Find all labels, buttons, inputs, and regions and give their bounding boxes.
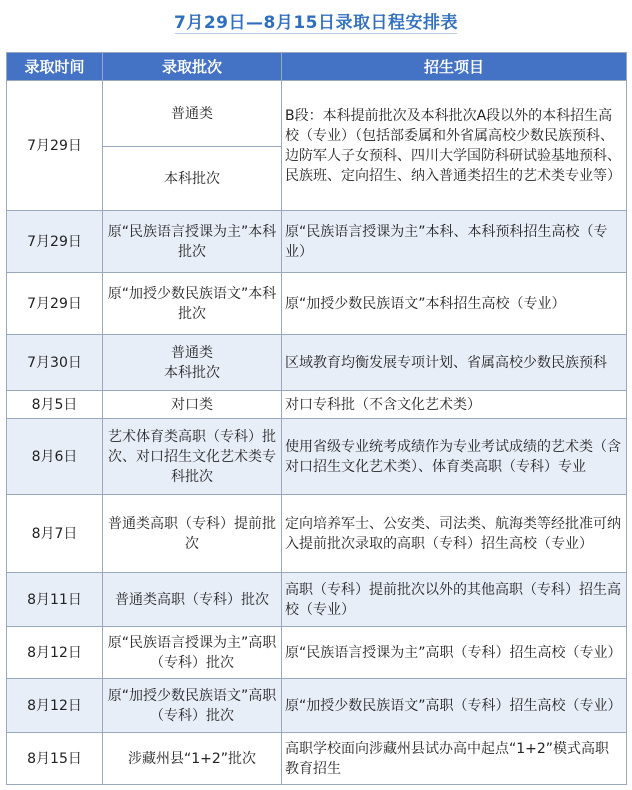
row-batch: 原“加授少数民族语文”高职（专科）批次 [103,679,282,733]
row-date: 7月29日 [7,81,103,211]
row-batch: 艺术体育类高职（专科）批次、对口招生文化艺术类专科批次 [103,419,282,495]
row-date: 8月7日 [7,495,103,573]
table-row [7,733,627,785]
table-row [7,627,627,679]
title-underline [175,33,457,34]
row-project: 对口专科批（不含文化艺术类） [282,391,627,419]
table-row [7,573,627,627]
row-batch: 普通类高职（专科）提前批次 [103,495,282,573]
row-batch: 原“民族语言授课为主”本科批次 [103,211,282,273]
row-date: 7月29日 [7,273,103,335]
row-batch: 普通类高职（专科）批次 [103,573,282,627]
row-date: 8月5日 [7,391,103,419]
header-date: 录取时间 [7,53,103,81]
row-batch: 原“民族语言授课为主”高职（专科）批次 [103,627,282,679]
row-project: 区域教育均衡发展专项计划、省属高校少数民族预科 [282,335,627,391]
row-batch: 涉藏州县“1+2”批次 [103,733,282,785]
row-date: 8月6日 [7,419,103,495]
row-date: 8月12日 [7,679,103,733]
table-row [7,391,627,419]
row-batch: 普通类 本科批次 [103,335,282,391]
row-date: 8月15日 [7,733,103,785]
row-batch: 普通类 [103,81,282,147]
row-project: 原“加授少数民族语文”本科招生高校（专业） [282,273,627,335]
row-date: 7月29日 [7,211,103,273]
row-project: B段：本科提前批次及本科批次A段以外的本科招生高校（专业）（包括部委属和外省属高校少数民族预科、边防军人子女预科、四川大学国防科研试验基地预科、民族班、定向招生、纳入普通类招生的艺术类专业等） [282,81,627,211]
header-project: 招生项目 [282,53,627,81]
row-project: 高职（专科）提前批次以外的其他高职（专科）招生高校（专业） [282,573,627,627]
row-date: 7月30日 [7,335,103,391]
header-batch: 录取批次 [103,53,282,81]
page-title: 7月29日—8月15日录取日程安排表 [174,13,458,33]
row-project: 高职学校面向涉藏州县试办高中起点“1+2”模式高职教育招生 [282,733,627,785]
row-batch: 本科批次 [103,147,282,211]
table-row [7,335,627,391]
row-date: 8月11日 [7,573,103,627]
row-project: 原“民族语言授课为主”高职（专科）招生高校（专业） [282,627,627,679]
row-batch: 原“加授少数民族语文”本科批次 [103,273,282,335]
schedule-table [6,52,627,785]
row-batch: 对口类 [103,391,282,419]
row-project: 定向培养军士、公安类、司法类、航海类等经批准可纳入提前批次录取的高职（专科）招生高校（专业） [282,495,627,573]
row-date: 8月12日 [7,627,103,679]
table-header-row [7,53,627,81]
table-row [7,419,627,495]
table-row [7,81,627,147]
title-area [0,0,632,42]
table-row [7,273,627,335]
table-row [7,679,627,733]
table-row [7,495,627,573]
row-project: 使用省级专业统考成绩作为专业考试成绩的艺术类（含对口招生文化艺术类）、体育类高职（专科）专业 [282,419,627,495]
row-project: 原“加授少数民族语文”高职（专科）招生高校（专业） [282,679,627,733]
table-row [7,211,627,273]
row-project: 原“民族语言授课为主”本科、本科预科招生高校（专业） [282,211,627,273]
